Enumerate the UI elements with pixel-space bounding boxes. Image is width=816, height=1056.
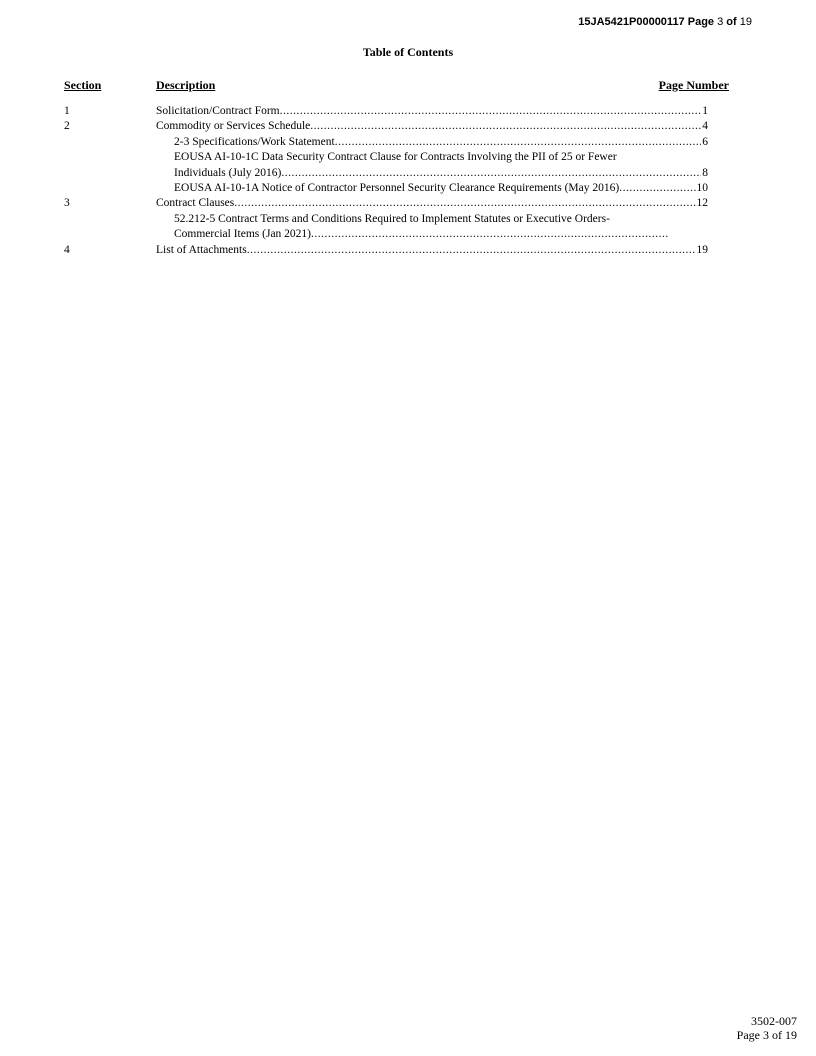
toc-section-number: 3 bbox=[64, 197, 70, 210]
dot-leader bbox=[310, 119, 701, 134]
dot-leader bbox=[311, 227, 669, 242]
toc-entry-text-continued[interactable]: Commercial Items (Jan 2021) bbox=[174, 228, 312, 241]
dot-leader bbox=[619, 181, 695, 196]
toc-row[interactable] bbox=[64, 212, 708, 243]
toc-page-number: 10 bbox=[696, 182, 708, 195]
description-column-header: Description bbox=[156, 78, 216, 92]
document-id: 15JA5421P00000117 bbox=[578, 16, 685, 28]
table-of-contents bbox=[64, 104, 708, 258]
toc-entry-text-continued[interactable]: Individuals (July 2016) bbox=[174, 166, 282, 179]
dot-leader bbox=[247, 243, 696, 258]
section-column-header: Section bbox=[64, 78, 102, 92]
toc-page-number: 12 bbox=[696, 197, 708, 210]
dot-leader bbox=[280, 104, 702, 119]
toc-entry-text[interactable]: Commodity or Services Schedule bbox=[156, 120, 311, 133]
toc-page-number: 1 bbox=[702, 105, 708, 117]
dot-leader bbox=[234, 196, 695, 211]
toc-entry-text[interactable]: 52.212-5 Contract Terms and Conditions Required to Implement Statutes or Executive Orders- bbox=[174, 212, 610, 225]
toc-page-number: 19 bbox=[696, 243, 708, 256]
page-number-column-header: Page Number bbox=[658, 78, 729, 92]
toc-entry-text[interactable]: Solicitation/Contract Form bbox=[156, 105, 280, 117]
page-header bbox=[578, 16, 752, 28]
page-title: Table of Contents bbox=[362, 45, 454, 59]
toc-row[interactable] bbox=[64, 196, 708, 211]
toc-entry-text[interactable]: 2-3 Specifications/Work Statement bbox=[174, 135, 335, 148]
toc-row[interactable] bbox=[64, 150, 708, 181]
of-word: of bbox=[726, 16, 737, 28]
toc-section-number: 4 bbox=[64, 243, 70, 256]
footer-page-label: Page 3 of 19 bbox=[736, 1028, 797, 1042]
page-word: Page bbox=[687, 16, 715, 28]
toc-row[interactable] bbox=[64, 243, 708, 258]
toc-entry-text[interactable]: EOUSA AI-10-1C Data Security Contract Clause for Contracts Involving the PII of 25 or Fewer bbox=[174, 151, 617, 164]
toc-row[interactable] bbox=[64, 104, 708, 119]
toc-row[interactable] bbox=[64, 119, 708, 134]
toc-row[interactable] bbox=[64, 135, 708, 150]
form-number: 3502-007 bbox=[751, 1014, 797, 1028]
total-pages: 19 bbox=[739, 16, 752, 28]
toc-page-number: 8 bbox=[702, 166, 708, 179]
current-page: 3 bbox=[717, 16, 724, 28]
toc-entry-text[interactable]: Contract Clauses bbox=[156, 197, 235, 210]
toc-page-number: 6 bbox=[702, 135, 708, 148]
toc-page-number: 4 bbox=[702, 120, 708, 133]
toc-row[interactable] bbox=[64, 181, 708, 196]
toc-section-number: 1 bbox=[64, 105, 70, 117]
toc-entry-text[interactable]: EOUSA AI-10-1A Notice of Contractor Personnel Security Clearance Requirements (May 2016) bbox=[174, 182, 620, 195]
toc-entry-text[interactable]: List of Attachments bbox=[156, 243, 247, 256]
dot-leader bbox=[281, 166, 701, 181]
dot-leader bbox=[335, 135, 702, 150]
page-footer bbox=[737, 1014, 797, 1042]
toc-section-number: 2 bbox=[64, 120, 70, 133]
